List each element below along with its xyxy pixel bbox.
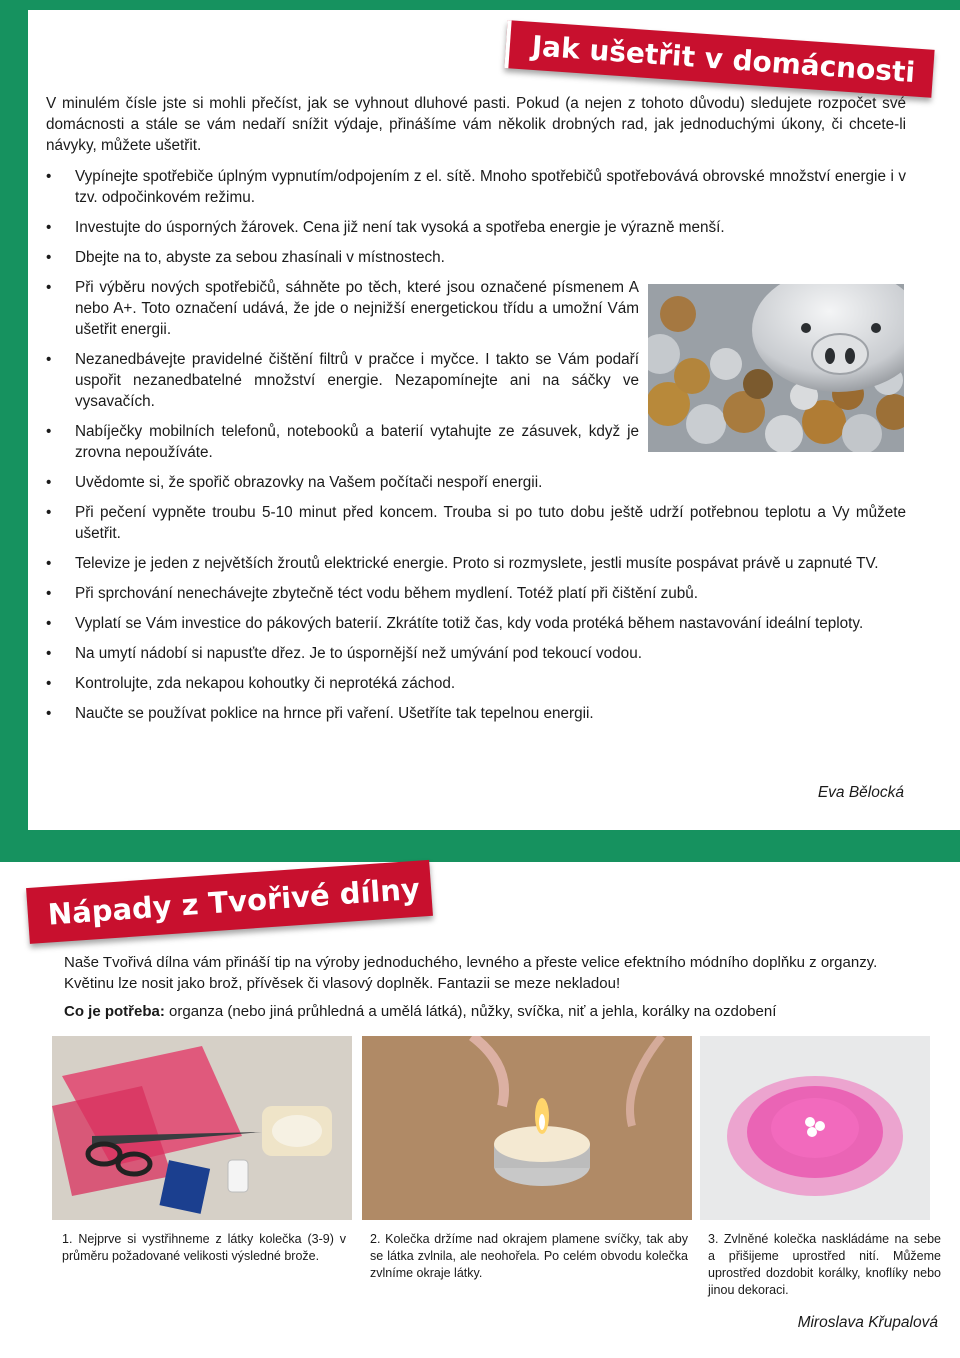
materials-needed-label: Co je potřeba: [64, 1003, 165, 1020]
top-article-intro: V minulém čísle jste si mohli přečíst, jak se vyhnout dluhové pasti. Pokud (a nejen z tohoto důvodu) sledujete rozpočet své domácnosti a stále se vám nedaří snížit výdaje, přinášíme vám několik drobných rad, jak jednoduchými úkony, či chcete-li návyky, můžete ušetřit. [46, 95, 906, 154]
bullet-dot: • [46, 645, 52, 662]
step-2-caption: 2. Kolečka držíme nad okrajem plamene svíčky, tak aby se látka zvlnila, ale neohořela. Po celém obvodu kolečka zvlníme okraje látky. [370, 1232, 688, 1280]
top-article-title: Jak ušetřit v domácnosti [530, 29, 917, 90]
materials-needed [64, 1001, 924, 1022]
tip-text: Nabíječky mobilních telefonů, notebooků a baterií vytahujte ze zásuvek, když je zrovna nepoužíváte. [75, 423, 639, 461]
tip-item [46, 502, 906, 544]
bullet-dot: • [46, 615, 52, 632]
tip-item [46, 613, 906, 634]
tip-text: Při výběru nových spotřebičů, sáhněte po těch, které jsou označené písmenem A nebo A+. Toto označení udává, že jde o nejnižší energetickou třídu a umožní Vám ušetřit energii. [75, 279, 639, 338]
bullet-dot: • [46, 423, 52, 440]
materials-needed-text: organza (nebo jiná průhledná a umělá látká), nůžky, svíčka, niť a jehla, korálky na ozdobení [164, 1003, 777, 1020]
tip-text: Televize je jeden z největších žroutů elektrické energie. Proto si rozmyslete, jestli musíte pospávat právě u zapnuté TV. [75, 555, 879, 572]
tip-item [46, 217, 906, 238]
step-3-photo-organza-flower [700, 1036, 930, 1220]
bullet-dot: • [46, 219, 52, 236]
tip-item [46, 643, 906, 664]
step-3-caption: 3. Zvlněné kolečka naskládáme na sebe a přišijeme uprostřed nití. Můžeme uprostřed dozdobit korálky, knoflíky nebo jinou dekoraci. [708, 1232, 941, 1297]
step-2-photo-candle [362, 1036, 692, 1220]
bottom-article-author: Miroslava Křupalová [797, 1314, 938, 1331]
bullet-dot: • [46, 249, 52, 266]
tip-item [46, 349, 639, 412]
tip-item [46, 583, 906, 604]
tip-item [46, 277, 639, 340]
bullet-dot: • [46, 675, 52, 692]
tip-item [46, 166, 906, 208]
step-1-caption: 1. Nejprve si vystřihneme z látky kolečka (3-9) v průměru požadované velikosti výsledné brože. [62, 1232, 346, 1263]
piggy-bank-photo [648, 284, 904, 452]
tip-item [46, 673, 906, 694]
tip-item [46, 703, 906, 724]
step-1-photo-scissors-fabric [52, 1036, 352, 1220]
bullet-dot: • [46, 585, 52, 602]
tip-text: Kontrolujte, zda nekapou kohoutky či neprotéká záchod. [75, 675, 456, 692]
tip-item [46, 247, 906, 268]
tip-item [46, 553, 906, 574]
bottom-article-intro: Naše Tvořivá dílna vám přináší tip na výroby jednoduchého, levného a přeste velice efektního módního doplňku z organzy. Květinu lze nosit jako brož, přívěsek či vlasový doplněk. Fantazii se meze nekladou! [64, 954, 878, 992]
tip-text: Při pečení vypněte troubu 5-10 minut před koncem. Trouba si po tuto dobu ještě udrží potřebnou teplotu a Vy můžete ušetřit. [75, 504, 906, 542]
tip-text: Při sprchování nenechávejte zbytečně téct vodu během mydlení. Totéž platí při čištění zubů. [75, 585, 698, 602]
tip-text: Naučte se používat poklice na hrnce při vaření. Ušetříte tak tepelnou energii. [75, 705, 594, 722]
bullet-dot: • [46, 351, 52, 368]
bullet-dot: • [46, 168, 52, 185]
bullet-dot: • [46, 504, 52, 521]
tip-text: Vyplatí se Vám investice do pákových baterií. Zkrátíte totiž čas, kdy voda protéká během nastavování ideální teploty. [75, 615, 864, 632]
tip-text: Dbejte na to, abyste za sebou zhasínali v místnostech. [75, 249, 445, 266]
top-article-author: Eva Bělocká [817, 784, 904, 801]
bullet-dot: • [46, 474, 52, 491]
tip-item [46, 472, 906, 493]
bottom-article-title: Nápady z Tvořivé dílny [46, 871, 421, 932]
tip-text: Investujte do úsporných žárovek. Cena již není tak vysoká a spotřeba energie je výrazně menší. [75, 219, 725, 236]
tip-item [46, 421, 639, 463]
tip-text: Na umytí nádobí si napusťte dřez. Je to úspornější než umývání pod tekoucí vodou. [75, 645, 642, 662]
tip-text: Vypínejte spotřebiče úplným vypnutím/odpojením z el. sítě. Mnoho spotřebičů spotřebovává obrovské množství energie i v tzv. odpočinkovém režimu. [75, 168, 906, 206]
bullet-dot: • [46, 705, 52, 722]
bullet-dot: • [46, 555, 52, 572]
tip-text: Uvědomte si, že spořič obrazovky na Vašem počítači nespoří energii. [75, 474, 543, 491]
bullet-dot: • [46, 279, 52, 296]
tip-text: Nezanedbávejte pravidelné čištění filtrů v pračce i myčce. I takto se Vám podaří uspořit nezanedbatelné množství energie. Nezapomínejte ani na sáčky ve vysavačích. [75, 351, 639, 410]
